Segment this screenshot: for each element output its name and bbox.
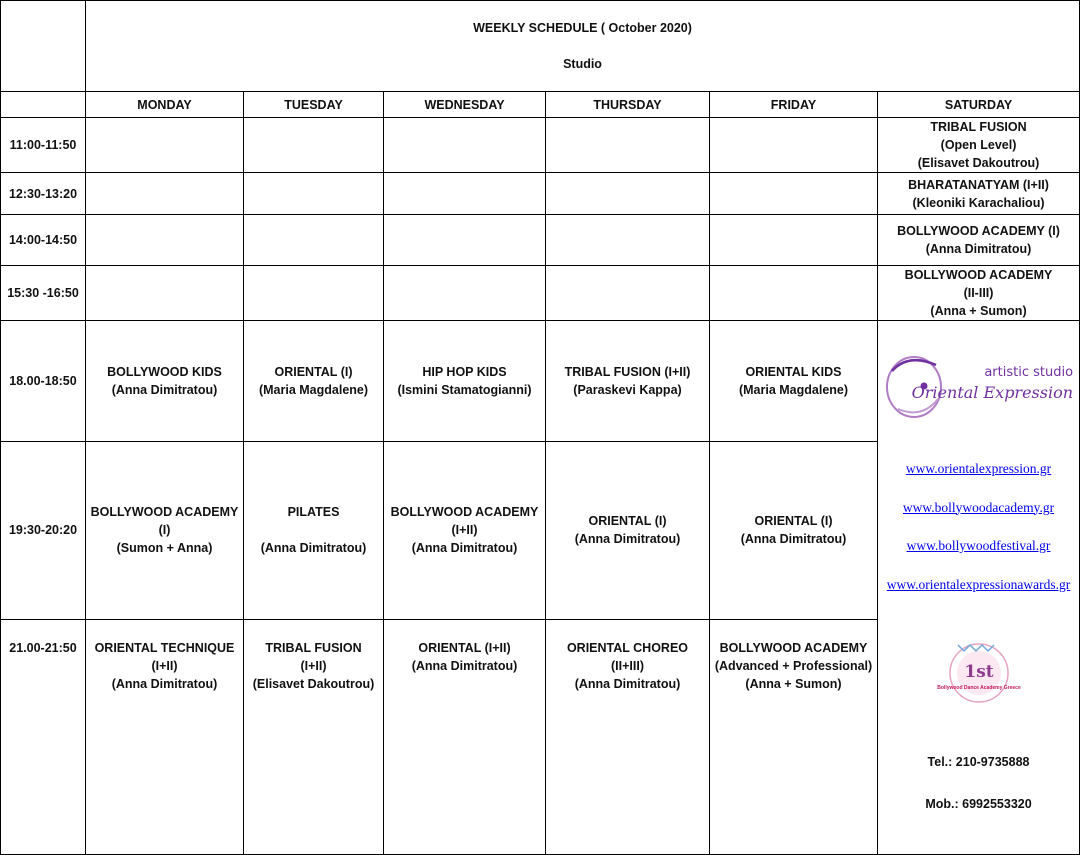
class-cell: PILATES (Anna Dimitratou) bbox=[244, 442, 384, 619]
class-cell: ORIENTAL (I) (Maria Magdalene) bbox=[244, 321, 384, 442]
class-cell: BOLLYWOOD KIDS (Anna Dimitratou) bbox=[86, 321, 244, 442]
website-links bbox=[878, 441, 1079, 613]
logo-name: Oriental Expression bbox=[911, 383, 1074, 402]
logo-swirl-icon bbox=[878, 339, 1080, 423]
time-header-cell bbox=[1, 92, 86, 118]
class-cell: TRIBAL FUSION (I+II) (Elisavet Dakoutrou) bbox=[244, 619, 384, 854]
class-cell bbox=[384, 266, 546, 321]
class-cell: TRIBAL FUSION (I+II) (Paraskevi Kappa) bbox=[546, 321, 710, 442]
class-cell: ORIENTAL KIDS (Maria Magdalene) bbox=[710, 321, 878, 442]
saturday-class-cell: BOLLYWOOD ACADEMY (II-III) (Anna + Sumon) bbox=[878, 266, 1080, 321]
class-cell: ORIENTAL CHOREO (II+III) (Anna Dimitratou) bbox=[546, 619, 710, 854]
website-link[interactable]: www.bollywoodacademy.gr bbox=[902, 499, 1055, 515]
class-cell bbox=[710, 173, 878, 215]
time-slot: 21.00-21:50 bbox=[1, 619, 86, 854]
schedule-row bbox=[1, 118, 1080, 173]
class-cell bbox=[546, 215, 710, 266]
class-cell bbox=[710, 266, 878, 321]
page-subtitle: Studio bbox=[563, 57, 602, 71]
class-cell bbox=[244, 118, 384, 173]
phone-number: Tel.: 210-9735888 bbox=[927, 755, 1030, 769]
class-cell: HIP HOP KIDS (Ismini Stamatogianni) bbox=[384, 321, 546, 442]
class-cell bbox=[710, 215, 878, 266]
class-cell: ORIENTAL TECHNIQUE (I+II) (Anna Dimitratou) bbox=[86, 619, 244, 854]
class-cell bbox=[710, 118, 878, 173]
saturday-class-cell: BHARATANATYAM (I+II) (Kleoniki Karachaliou) bbox=[878, 173, 1080, 215]
class-cell bbox=[384, 215, 546, 266]
class-cell: ORIENTAL (I) (Anna Dimitratou) bbox=[546, 442, 710, 619]
saturday-class-cell: TRIBAL FUSION (Open Level) (Elisavet Dakoutrou) bbox=[878, 118, 1080, 173]
time-slot: 11:00-11:50 bbox=[1, 118, 86, 173]
class-cell bbox=[86, 118, 244, 173]
badge-number: 1st bbox=[964, 662, 994, 682]
class-cell: ORIENTAL (I+II) (Anna Dimitratou) bbox=[384, 619, 546, 854]
class-cell bbox=[86, 215, 244, 266]
day-header-tuesday: TUESDAY bbox=[244, 92, 384, 118]
website-link[interactable]: www.orientalexpression.gr bbox=[905, 461, 1052, 476]
schedule-row bbox=[1, 266, 1080, 321]
class-cell bbox=[384, 118, 546, 173]
studio-logo bbox=[878, 339, 1079, 423]
studio-info-cell bbox=[878, 321, 1080, 855]
time-slot: 12:30-13:20 bbox=[1, 173, 86, 215]
page-title: WEEKLY SCHEDULE ( October 2020) bbox=[473, 21, 692, 35]
class-cell bbox=[546, 118, 710, 173]
day-header-friday: FRIDAY bbox=[710, 92, 878, 118]
class-cell: BOLLYWOOD ACADEMY (I+II) (Anna Dimitratou) bbox=[384, 442, 546, 619]
class-cell bbox=[244, 173, 384, 215]
time-slot: 15:30 -16:50 bbox=[1, 266, 86, 321]
title-cell bbox=[86, 1, 1080, 92]
schedule-row bbox=[1, 215, 1080, 266]
saturday-class-cell: BOLLYWOOD ACADEMY (I) (Anna Dimitratou) bbox=[878, 215, 1080, 266]
time-slot: 19:30-20:20 bbox=[1, 442, 86, 619]
schedule-row bbox=[1, 321, 1080, 442]
class-cell: BOLLYWOOD ACADEMY (I) (Sumon + Anna) bbox=[86, 442, 244, 619]
website-link[interactable]: www.bollywoodfestival.gr bbox=[906, 538, 1051, 553]
class-cell bbox=[86, 173, 244, 215]
website-link[interactable]: www.orientalexpressionawards.gr bbox=[886, 576, 1071, 592]
class-cell: BOLLYWOOD ACADEMY (Advanced + Professional) (Anna + Sumon) bbox=[710, 619, 878, 854]
class-cell: ORIENTAL (I) (Anna Dimitratou) bbox=[710, 442, 878, 619]
mobile-number: Mob.: 6992553320 bbox=[925, 797, 1032, 811]
schedule-row bbox=[1, 173, 1080, 215]
badge-text: Bollywood Dance Academy Greece bbox=[937, 685, 1021, 691]
corner-cell bbox=[1, 1, 86, 92]
class-cell bbox=[384, 173, 546, 215]
time-slot: 14:00-14:50 bbox=[1, 215, 86, 266]
studio-contact bbox=[878, 731, 1079, 836]
class-cell bbox=[546, 173, 710, 215]
class-cell bbox=[546, 266, 710, 321]
time-slot: 18.00-18:50 bbox=[1, 321, 86, 442]
day-header-saturday: SATURDAY bbox=[878, 92, 1080, 118]
day-header-row bbox=[1, 92, 1080, 118]
academy-badge bbox=[878, 631, 1079, 713]
class-cell bbox=[86, 266, 244, 321]
class-cell bbox=[244, 215, 384, 266]
class-cell bbox=[244, 266, 384, 321]
logo-tagline: artistic studio bbox=[984, 365, 1074, 380]
day-header-wednesday: WEDNESDAY bbox=[384, 92, 546, 118]
day-header-thursday: THURSDAY bbox=[546, 92, 710, 118]
day-header-monday: MONDAY bbox=[86, 92, 244, 118]
